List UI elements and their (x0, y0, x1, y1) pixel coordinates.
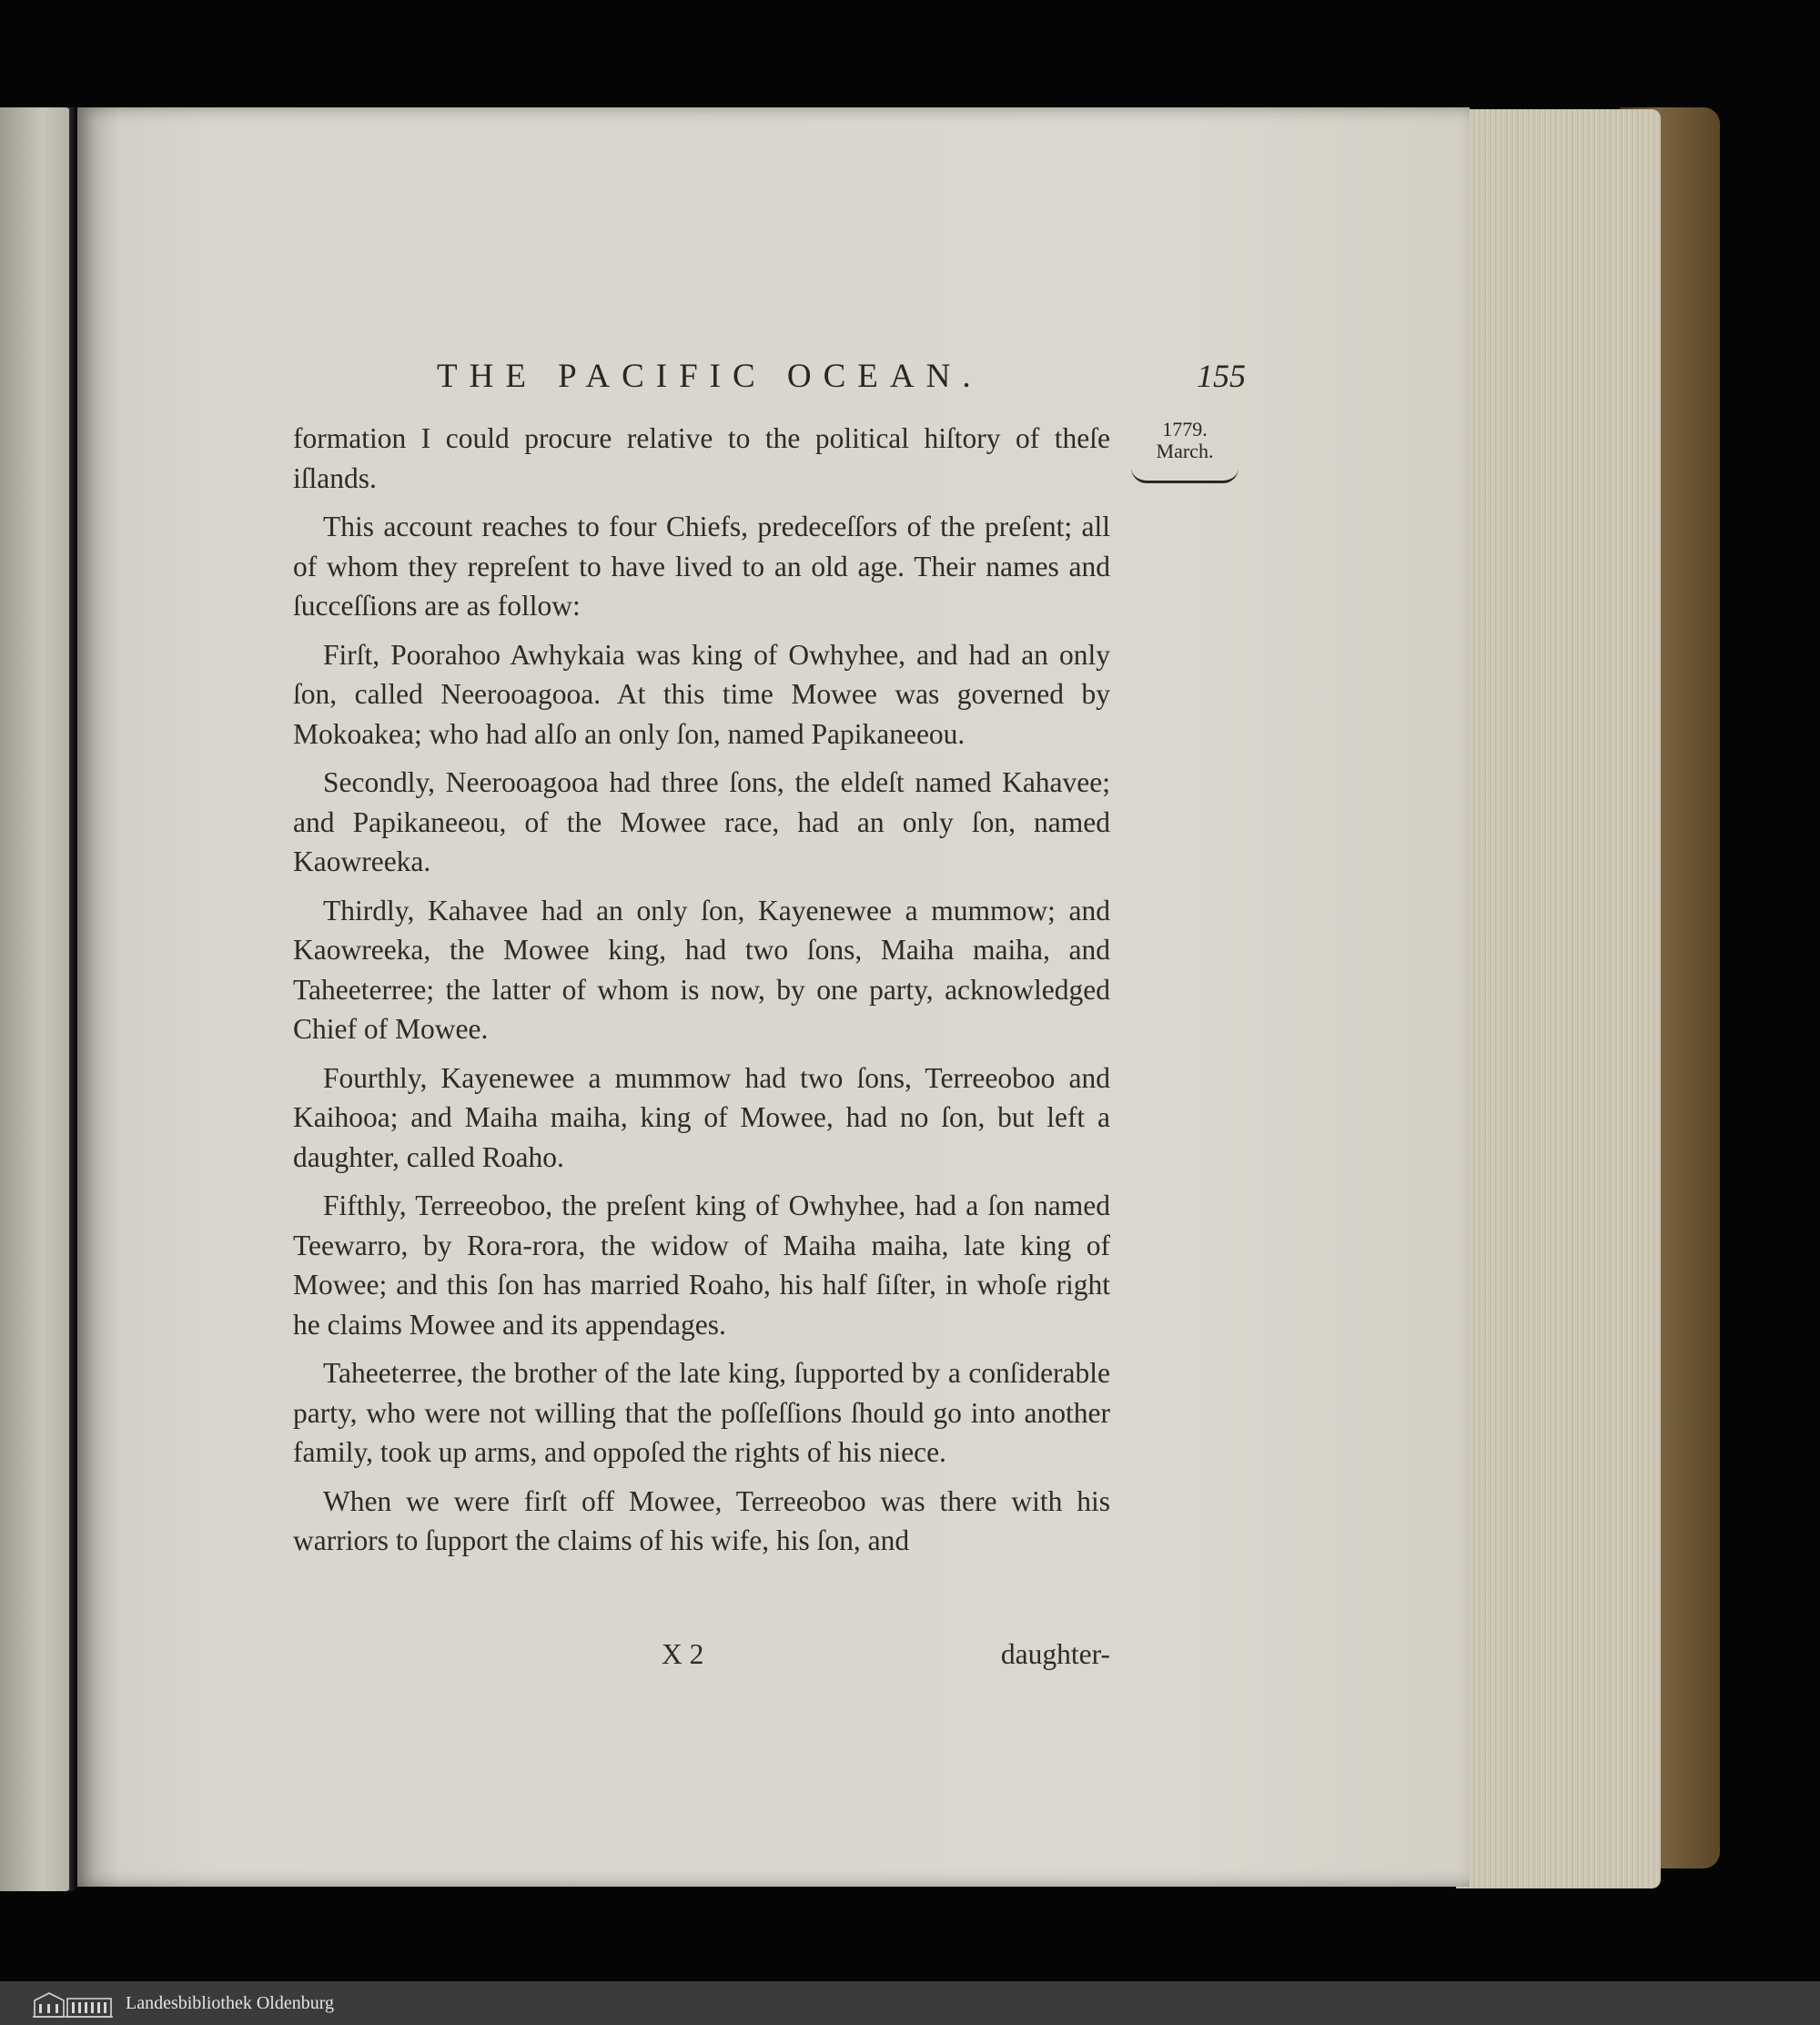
margin-month: March. (1156, 440, 1214, 462)
left-page-edge (0, 107, 71, 1891)
paragraph: formation I could procure relative to the political hiſtory of theſe iſlands. (293, 422, 1110, 494)
page-number: 155 (1197, 358, 1246, 394)
paragraph: Firſt, Poorahoo Awhykaia was king of Owhyhee, and had an only ſon, called Neerooagooa. At this time Mowee was governed by Mokoakea; who had alſo an only ſon, named Papikaneeou. (293, 638, 1110, 750)
margin-year: 1779. (1162, 418, 1208, 440)
signature-mark: X 2 (662, 1638, 704, 1670)
paragraph: Fifthly, Terreeoboo, the preſent king of Owhyhee, had a ſon named Teewarro, by Rora-rora, the widow of Maiha maiha, late king of Mowee; and this ſon has married Roaho, his half ſiſter, in whoſe right he claims Mowee and its appendages. (293, 1190, 1110, 1341)
library-building-icon (31, 1988, 115, 2019)
paragraph: Thirdly, Kahavee had an only ſon, Kayenewee a mummow; and Kaowreeka, the Mowee king, had two ſons, Maiha maiha, and Taheeterree; the latter of whom is now, by one party, acknowledged Chief of Mowee. (293, 894, 1110, 1045)
body-text (293, 419, 1110, 1570)
running-head: THE PACIFIC OCEAN. (437, 358, 983, 395)
paragraph: Taheeterree, the brother of the late king, ſupported by a conſiderable party, who were not willing that the poſſeſſions ſhould go into another family, took up arms, and oppoſed the rights of his niece. (293, 1357, 1110, 1468)
catchword: daughter- (1000, 1638, 1110, 1670)
paragraph: Fourthly, Kayenewee a mummow had two ſons, Terreeoboo and Kaihooa; and Maiha maiha, king of Mowee, had no ſon, but left a daughter, called Roaho. (293, 1061, 1110, 1173)
library-name: Landesbibliothek Oldenburg (126, 1992, 335, 2013)
page-stack (1456, 109, 1661, 1888)
margin-note (1131, 419, 1239, 483)
paragraph: This account reaches to four Chiefs, predeceſſors of the preſent; all of whom they repreſent to have lived to an old age. Their names and ſucceſſions are as follow: (293, 511, 1110, 622)
paragraph: When we were firſt off Mowee, Terreeoboo was there with his warriors to ſupport the claims of his wife, his ſon, and (293, 1484, 1110, 1556)
brace-icon (1131, 468, 1239, 483)
library-footer-bar (0, 1981, 1820, 2025)
paragraph: Secondly, Neerooagooa had three ſons, the eldeſt named Kahavee; and Papikaneeou, of the Mowee race, had an only ſon, named Kaowreeka. (293, 766, 1110, 877)
